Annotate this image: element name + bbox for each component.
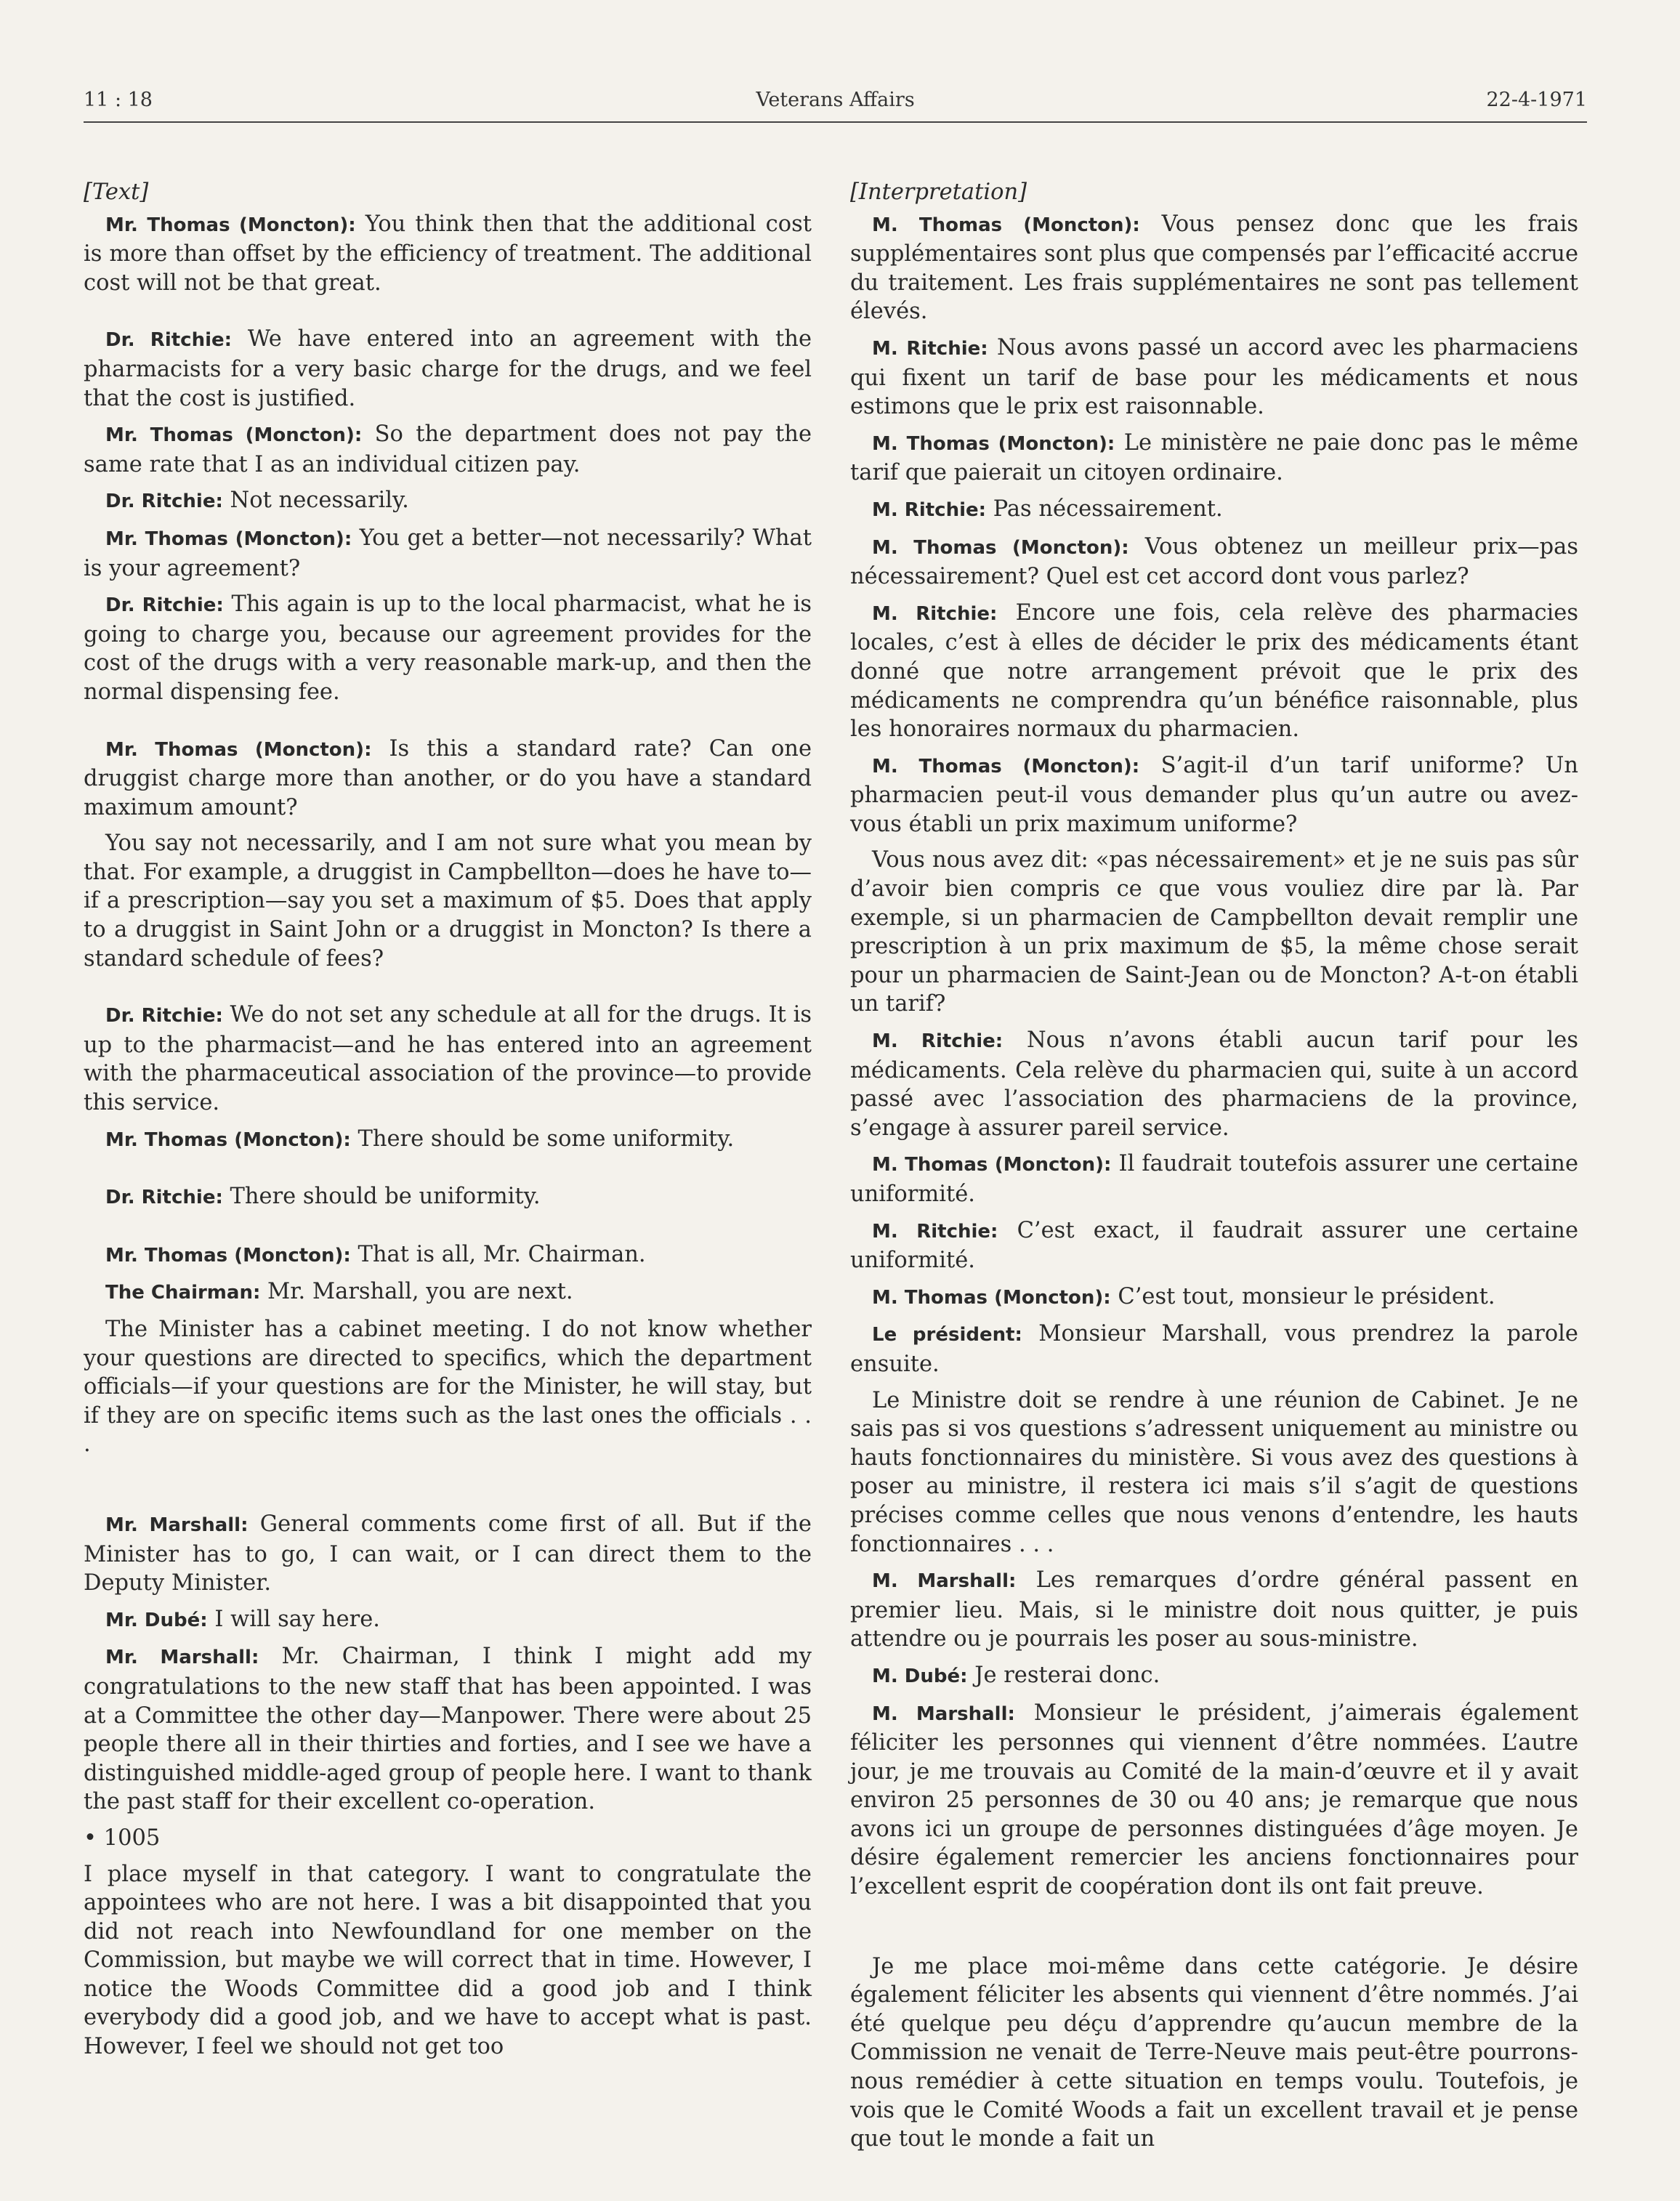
speech-text: We have entered into an agreement with the pharmacists for a very basic charge for the drugs, and we feel that the cost is justified.	[84, 326, 812, 411]
paragraph	[84, 1001, 812, 1117]
paragraph	[84, 1605, 812, 1636]
speaker: M. Ritchie:	[872, 498, 987, 521]
speaker: Mr. Dubé:	[105, 1609, 208, 1631]
speaker: The Chairman:	[105, 1282, 261, 1304]
speaker: M. Thomas (Moncton):	[872, 1154, 1112, 1176]
speech-text: Monsieur le président, j’aimerais également féliciter les personnes qui viennent d’être nommées. L’autre jour, je me trouvais au Comité de la main-d’œuvre et il y avait environ 25 personnes de 30 ou 40 ans; je remarque que nous avons ici un groupe de personnes distinguées d’âge moyen. Je désire également remercier les anciens fonctionnaires pour l’excellent esprit de coopération dont ils ont fait preuve.	[850, 1700, 1579, 1900]
paragraph	[850, 1699, 1578, 1902]
speaker: M. Ritchie:	[872, 337, 988, 360]
speech-text: Nous avons passé un accord avec les pharmaciens qui fixent un tarif de base pour les médicaments et nous estimons que le prix est raisonnable.	[850, 334, 1578, 420]
speaker: M. Ritchie:	[872, 602, 998, 625]
publication-title: Veterans Affairs	[756, 89, 915, 111]
speaker: M. Marshall:	[872, 1703, 1015, 1725]
paragraph	[850, 1216, 1578, 1275]
speaker: Mr. Marshall:	[105, 1514, 249, 1536]
paragraph	[84, 590, 812, 706]
paragraph	[850, 751, 1578, 839]
paragraph	[84, 420, 812, 479]
time-marker: • 1005	[84, 1825, 161, 1851]
speech-text: Is this a standard rate? Can one druggist charge more than another, or do you have a standard maximum amount?	[84, 735, 812, 820]
paragraph	[84, 486, 812, 517]
paragraph	[84, 524, 812, 583]
speech-text: Nous n’avons établi aucun tarif pour les médicaments. Cela relève du pharmacien qui, suite à un accord passé avec l’association des pharmaciens de la province, s’engage à assurer pareil service.	[850, 1027, 1578, 1141]
speech-text: Il faudrait toutefois assurer une certaine uniformité.	[850, 1151, 1578, 1207]
speech-text: You think then that the additional cost is more than offset by the efficiency of treatment. The additional cost will not be that great.	[84, 211, 812, 296]
speaker: Mr. Thomas (Moncton):	[105, 738, 372, 761]
paragraph	[84, 325, 812, 413]
page-number: 11 : 18	[84, 89, 153, 111]
paragraph	[84, 1510, 812, 1598]
paragraph	[850, 599, 1578, 744]
paragraph	[850, 334, 1578, 421]
speech-text: Les remarques d’ordre général passent en premier lieu. Mais, si le ministre doit nous quitter, je puis attendre ou je pourrais les poser au sous-ministre.	[850, 1567, 1578, 1652]
speech-text: Le ministère ne paie donc pas le même tarif que paierait un citoyen ordinaire.	[850, 429, 1578, 486]
paragraph	[850, 1320, 1578, 1378]
speech-text: C’est exact, il faudrait assurer une certaine uniformité.	[850, 1217, 1579, 1274]
paragraph	[850, 1026, 1578, 1142]
speaker: M. Thomas (Moncton):	[872, 536, 1129, 559]
paragraph: You say not necessarily, and I am not sure what you mean by that. For example, a druggist in Campbellton—does he have to—if a prescription—say you set a maximum of $5. Does that apply to a druggist in Saint John or a druggist in Moncton? Is there a standard schedule of fees?	[84, 831, 812, 972]
speech-text: There should be uniformity.	[222, 1184, 541, 1210]
speech-text: Not necessarily.	[222, 488, 409, 514]
paragraph	[84, 1182, 812, 1213]
speech-text: Vous obtenez un meilleur prix—pas nécessairement? Quel est cet accord dont vous parlez?	[850, 533, 1579, 590]
section-heading: [Interpretation]	[850, 179, 1027, 205]
speech-text: We do not set any schedule at all for the drugs. It is up to the pharmacist—and he has entered into an agreement with the pharmaceutical association of the province—to provide this service.	[84, 1002, 812, 1116]
speaker: Dr. Ritchie:	[105, 1187, 223, 1209]
speaker: Mr. Thomas (Moncton):	[105, 1244, 351, 1267]
speaker: Mr. Thomas (Moncton):	[105, 1128, 351, 1151]
speech-text: Monsieur Marshall, vous prendrez la parole ensuite.	[850, 1321, 1578, 1377]
speaker: M. Ritchie:	[872, 1030, 1003, 1053]
paragraph	[84, 1277, 812, 1308]
speaker: Mr. Marshall:	[105, 1647, 259, 1669]
speaker: Dr. Ritchie:	[105, 490, 223, 513]
header-date: 22-4-1971	[1486, 89, 1587, 111]
speaker: Mr. Thomas (Moncton):	[105, 424, 363, 447]
paragraph	[84, 1125, 812, 1155]
paragraph	[850, 1150, 1578, 1208]
speech-text: That is all, Mr. Chairman.	[350, 1241, 646, 1267]
french-column	[850, 178, 1578, 2161]
speech-text: So the department does not pay the same rate that I as an individual citizen pay.	[84, 421, 812, 477]
paragraph: Vous nous avez dit: «pas nécessairement» et je ne suis pas sûr d’avoir bien compris ce que vous vouliez dire par là. Par exemple, si un pharmacien de Campbellton devait remplir une prescription à un prix maximum de $5, la même chose serait pour un pharmacien de Saint-Jean ou de Moncton? A-t-on établi un tarif?	[850, 847, 1578, 1017]
paragraph	[850, 210, 1578, 326]
paragraph	[850, 1661, 1578, 1692]
speech-text: Encore une fois, cela relève des pharmacies locales, c’est à elles de décider le prix des médicaments étant donné que notre arrangement prévoit que le prix des médicaments ne comprendra qu’un bénéfice raisonnable, plus les honoraires normaux du pharmacien.	[850, 599, 1578, 743]
paragraph	[850, 495, 1578, 525]
speech-text: Mr. Chairman, I think I might add my congratulations to the new staff that has been appointed. I was at a Committee the other day—Manpower. There were about 25 people there all in their thirties and forties, and I see we have a distinguished middle-aged group of people here. I want to thank the past staff for their excellent co-operation.	[84, 1644, 812, 1815]
speech-text: S’agit-il d’un tarif uniforme? Un pharmacien peut-il vous demander plus qu’un autre ou avez-vous établi un prix maximum uniforme?	[850, 752, 1578, 837]
speech-text: There should be some uniformity.	[350, 1126, 735, 1152]
header-rule	[84, 121, 1587, 123]
speaker: Dr. Ritchie:	[105, 1005, 223, 1027]
paragraph	[84, 1240, 812, 1271]
section-heading: [Text]	[84, 179, 149, 205]
running-header	[84, 89, 1587, 111]
paragraph	[850, 1283, 1578, 1313]
speech-text: You get a better—not necessarily? What is your agreement?	[84, 525, 812, 581]
paragraph	[850, 429, 1578, 488]
speech-text: General comments come first of all. But if the Minister has to go, I can wait, or I can direct them to the Deputy Minister.	[84, 1511, 812, 1596]
speaker: Dr. Ritchie:	[105, 329, 233, 352]
paragraph: I place myself in that category. I want to congratulate the appointees who are not here. I was a bit disappointed that you did not reach into Newfoundland for one member on the Commission, but maybe we will correct that in time. However, I notice the Woods Committee did a good job and I think everybody did a good job, and we have to accept what is past. However, I feel we should not get too	[84, 1861, 812, 2060]
speech-text: I will say here.	[207, 1606, 380, 1632]
speech-text: Mr. Marshall, you are next.	[260, 1279, 573, 1305]
speech-text: This again is up to the local pharmacist, what he is going to charge you, because our agreement provides for the cost of the drugs with a very reasonable mark-up, and then the normal dispensing fee.	[84, 591, 812, 705]
speaker: Mr. Thomas (Moncton):	[105, 528, 352, 550]
paragraph	[84, 1642, 812, 1817]
speaker: Mr. Thomas (Moncton):	[105, 214, 356, 236]
speaker: M. Marshall:	[872, 1570, 1017, 1593]
speech-text: Vous pensez donc que les frais supplémentaires sont plus que compensés par l’efficacité accrue du traitement. Les frais supplémentaires ne sont pas tellement élevés.	[850, 211, 1578, 325]
paragraph	[84, 210, 812, 298]
speech-text: Je resterai donc.	[967, 1662, 1160, 1688]
speaker: M. Ritchie:	[872, 1220, 998, 1243]
speaker: M. Thomas (Moncton):	[872, 432, 1115, 455]
speaker: Dr. Ritchie:	[105, 594, 224, 617]
paragraph	[850, 533, 1578, 591]
speech-text: C’est tout, monsieur le président.	[1110, 1283, 1495, 1309]
speaker: M. Dubé:	[872, 1665, 968, 1687]
speaker: M. Thomas (Moncton):	[872, 755, 1140, 778]
paragraph: Je me place moi-même dans cette catégorie. Je désire également féliciter les absents qui viennent d’être nommés. J’ai été quelque peu déçu d’apprendre qu’aucun membre de la Commission ne venait de Terre-Neuve mais peut-être pourrons-nous remédier à cette situation en temps voulu. Toutefois, je vois que le Comité Woods a fait un excellent travail et je pense que tout le monde a fait un	[850, 1953, 1578, 2152]
speaker: M. Thomas (Moncton):	[872, 214, 1140, 236]
speech-text: Pas nécessairement.	[986, 496, 1223, 522]
paragraph: The Minister has a cabinet meeting. I do not know whether your questions are directed to specifics, which the department officials—if your questions are for the Minister, he will stay, but if they are on specific items such as the last ones the officials . . .	[84, 1317, 812, 1458]
speaker: M. Thomas (Moncton):	[872, 1286, 1111, 1309]
speaker: Le président:	[872, 1324, 1022, 1346]
paragraph	[84, 735, 812, 823]
paragraph: Le Ministre doit se rendre à une réunion de Cabinet. Je ne sais pas si vos questions s’adressent uniquement au ministre ou hauts fonctionnaires du ministère. Si vous avez des questions à poser au ministre, il restera ici mais s’il s’agit de questions précises comme celles que nous venons d’entendre, les hauts fonctionnaires . . .	[850, 1387, 1578, 1557]
paragraph	[850, 1566, 1578, 1654]
english-column	[84, 178, 812, 2069]
